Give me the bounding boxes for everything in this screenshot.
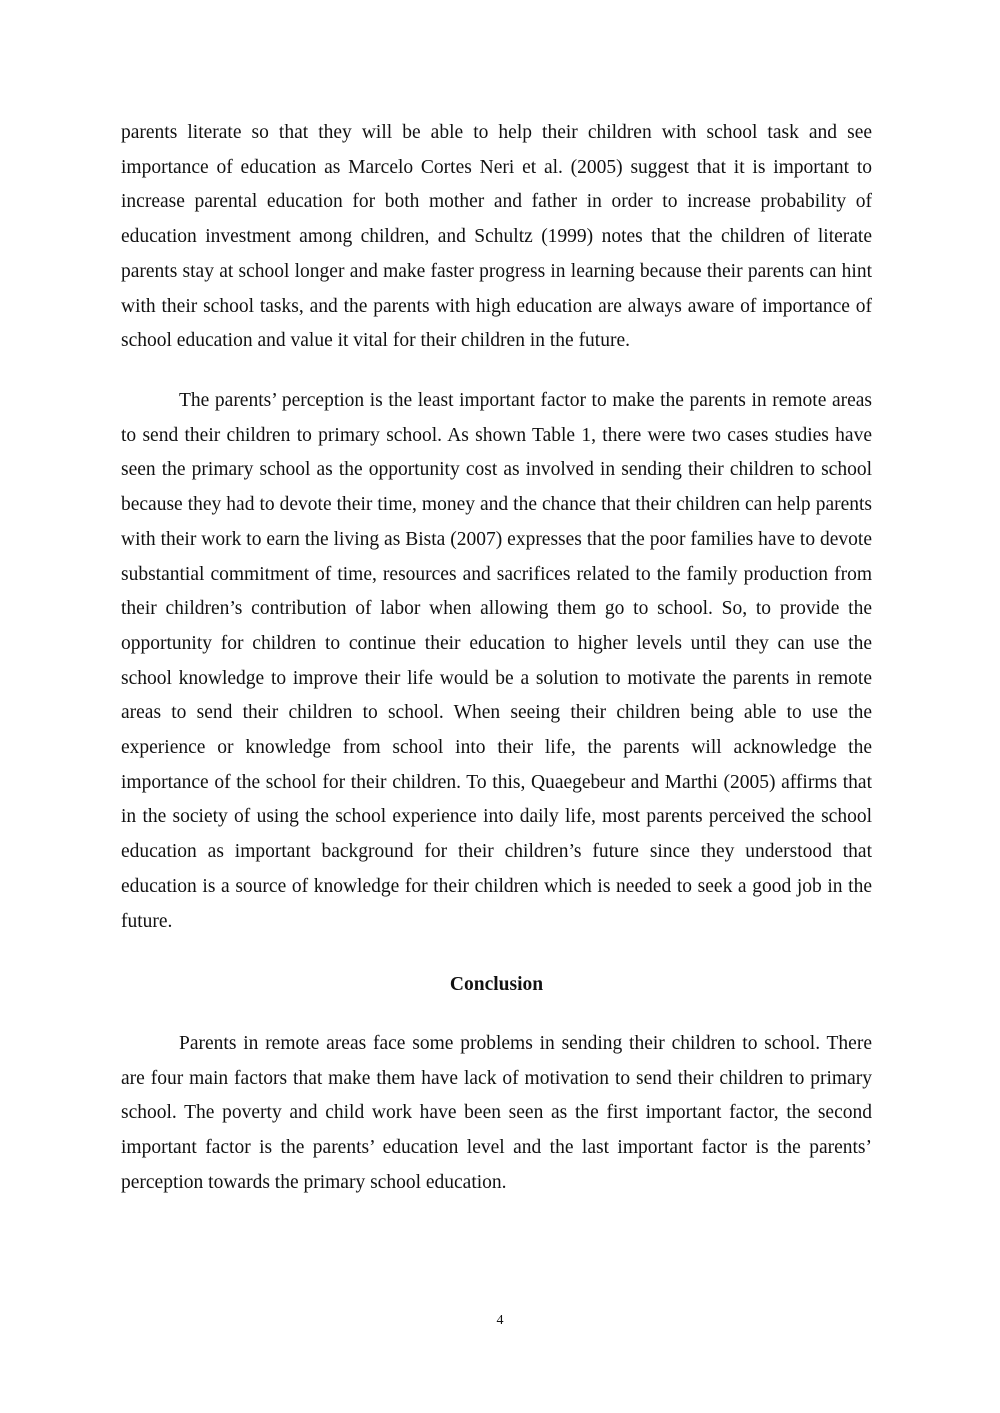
body-paragraph-2: The parents’ perception is the least important factor to make the parents in remote areas to send their children to primary school. As shown Table 1, there were two cases studies have seen the primary school as the opportunity cost as involved in sending their children to school because they had to devote their time, money and the chance that their children can help parents with their work to earn the living as Bista (2007) expresses that the poor families have to devote substantial commitment of time, resources and sacrifices related to the family production from their children’s contribution of labor when allowing them go to school. So, to provide the opportunity for children to continue their education to higher levels until they can use the school knowledge to improve their life would be a solution to motivate the parents in remote areas to send their children to school. When seeing their children being able to use the experience or knowledge from school into their life, the parents will acknowledge the importance of the school for their children. To this, Quaegebeur and Marthi (2005) affirms that in the society of using the school experience into daily life, most parents perceived the school education as important background for their children’s future since they understood that education is a source of knowledge for their children which is needed to seek a good job in the future. [121,390,872,932]
page-number: 4 [496,1313,504,1328]
body-paragraph-1: parents literate so that they will be able to help their children with school task and see importance of education as Marcelo Cortes Neri et al. (2005) suggest that it is important to increase parental education for both mother and father in order to increase probability of education investment among children, and Schultz (1999) notes that the children of literate parents stay at school longer and make faster progress in learning because their parents can hint with their school tasks, and the parents with high education are always aware of importance of school education and value it vital for their children in the future. [121,122,872,352]
section-heading-conclusion: Conclusion [449,974,544,995]
conclusion-paragraph: Parents in remote areas face some problems in sending their children to school. There are four main factors that make them have lack of motivation to send their children to primary school. The poverty and child work have been seen as the first important factor, the second important factor is the parents’ education level and the last important factor is the parents’ perception towards the primary school education. [121,1033,872,1193]
